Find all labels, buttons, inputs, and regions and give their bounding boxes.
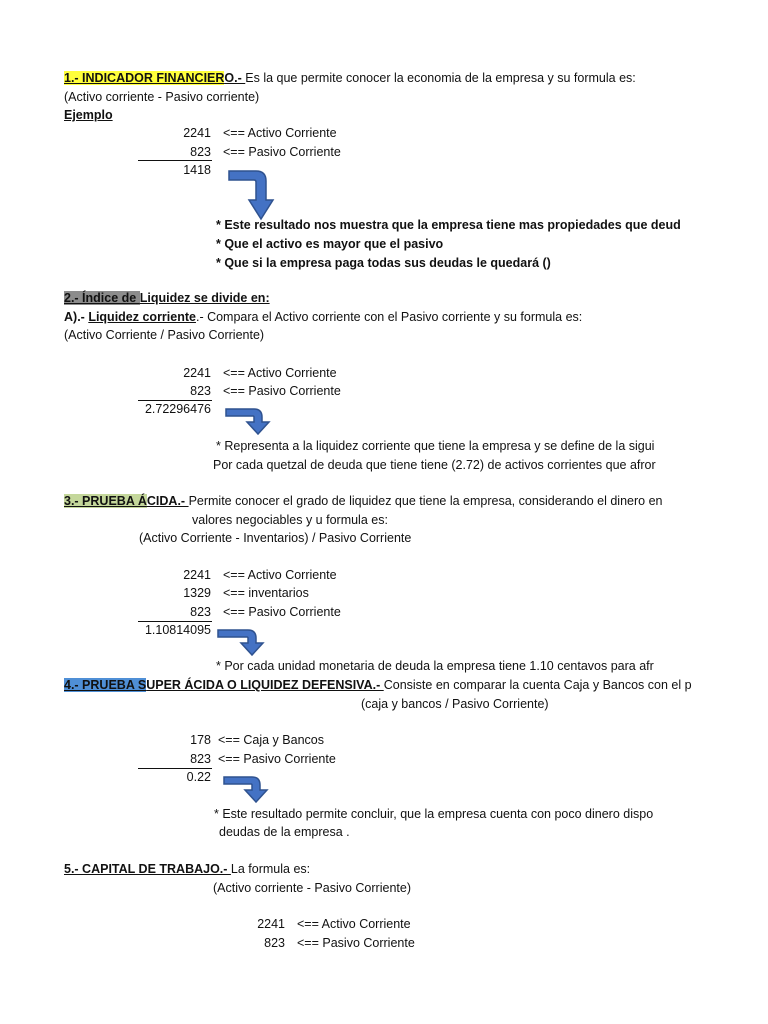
s2-pasivo-value: 823 [190, 384, 211, 398]
s2-activo-label: <== Activo Corriente [223, 366, 337, 380]
section4-title [64, 678, 692, 693]
s4-down-arrow-icon [222, 774, 272, 804]
s2-note-1: * Representa a la liquidez corriente que tiene la empresa y se define de la sigui [216, 439, 655, 453]
section1-formula: (Activo corriente - Pasivo corriente) [64, 90, 260, 104]
section2-subtitle [64, 310, 582, 325]
s3-down-arrow-icon [216, 627, 268, 657]
section5-title-text: 5.- CAPITAL DE TRABAJO.- [64, 862, 231, 876]
s1-down-arrow-icon [226, 168, 276, 222]
s5-pasivo-label: <== Pasivo Corriente [297, 936, 415, 950]
section3-title [64, 494, 662, 509]
s4-div-rule [138, 768, 212, 769]
s3-activo-value: 2241 [183, 568, 211, 582]
s3-pasivo-label: <== Pasivo Corriente [223, 605, 341, 619]
s2-note-2: Por cada quetzal de deuda que tiene tiene (2.72) de activos corrientes que afror [213, 458, 656, 472]
section5-formula: (Activo corriente - Pasivo Corriente) [213, 881, 411, 895]
s4-caja-value: 178 [190, 733, 211, 747]
s1-activo-label: <== Activo Corriente [223, 126, 337, 140]
section4-title-rest: UPER ÁCIDA O LIQUIDEZ DEFENSIVA.- [146, 678, 384, 692]
s1-note-1: * Este resultado nos muestra que la empresa tiene mas propiedades que deud [216, 218, 681, 232]
section2-title-rest: Liquidez se divide en: [139, 291, 270, 305]
s2-result: 2.72296476 [144, 402, 211, 416]
s2-div-rule [138, 400, 212, 401]
s1-sum-rule [138, 160, 212, 161]
s3-note-1: * Por cada unidad monetaria de deuda la empresa tiene 1.10 centavos para afr [216, 659, 654, 673]
s3-pasivo-value: 823 [190, 605, 211, 619]
s3-div-rule [138, 621, 212, 622]
s2-activo-value: 2241 [183, 366, 211, 380]
section2-title-highlight: 2.- Índice de [64, 291, 140, 305]
s3-activo-label: <== Activo Corriente [223, 568, 337, 582]
section2-title [64, 291, 270, 306]
s1-pasivo-label: <== Pasivo Corriente [223, 145, 341, 159]
section3-title-rest: CIDA.- [146, 494, 189, 508]
section1-title-rest: O.- [224, 71, 246, 85]
subsection-label: Liquidez corriente [88, 310, 196, 324]
s4-pasivo-value: 823 [190, 752, 211, 766]
s1-note-3: * Que si la empresa paga todas sus deudas le quedará () [216, 256, 551, 270]
s2-down-arrow-icon [224, 406, 274, 436]
example-label: Ejemplo [64, 108, 113, 122]
section1-title [64, 71, 636, 86]
section5-title [64, 862, 310, 877]
s5-pasivo-value: 823 [264, 936, 285, 950]
s1-activo-value: 2241 [183, 126, 211, 140]
s3-inventarios-label: <== inventarios [223, 586, 309, 600]
section2-formula: (Activo Corriente / Pasivo Corriente) [64, 328, 265, 342]
section1-description: Es la que permite conocer la economia de la empresa y su formula es: [245, 71, 636, 85]
section4-formula: (caja y bancos / Pasivo Corriente) [361, 697, 549, 711]
s3-inventarios-value: 1329 [183, 586, 211, 600]
section3-formula: (Activo Corriente - Inventarios) / Pasivo Corriente [139, 531, 412, 545]
s4-pasivo-label: <== Pasivo Corriente [218, 752, 336, 766]
section4-description: Consiste en comparar la cuenta Caja y Bancos con el p [383, 678, 692, 692]
s1-result: 1418 [183, 163, 211, 177]
section3-title-highlight: 3.- PRUEBA Á [64, 494, 147, 508]
subsection-prefix: A).- [64, 310, 89, 324]
s1-pasivo-value: 823 [190, 145, 211, 159]
s5-activo-label: <== Activo Corriente [297, 917, 411, 931]
s2-pasivo-label: <== Pasivo Corriente [223, 384, 341, 398]
subsection-description: .- Compara el Activo corriente con el Pasivo corriente y su formula es: [195, 310, 583, 324]
section3-description: Permite conocer el grado de liquidez que tiene la empresa, considerando el dinero en [188, 494, 663, 508]
s3-result: 1.10814095 [144, 623, 211, 637]
s4-note-1: * Este resultado permite concluir, que la empresa cuenta con poco dinero dispo [214, 807, 654, 821]
s4-result: 0.22 [186, 770, 211, 784]
s1-note-2: * Que el activo es mayor que el pasivo [216, 237, 444, 251]
s4-caja-label: <== Caja y Bancos [218, 733, 324, 747]
s4-note-2: deudas de la empresa . [219, 825, 350, 839]
section1-title-highlight: 1.- INDICADOR FINANCIER [64, 71, 225, 85]
s5-activo-value: 2241 [257, 917, 285, 931]
section3-description-2: valores negociables y u formula es: [192, 513, 388, 527]
section5-description: La formula es: [230, 862, 311, 876]
section4-title-highlight: 4.- PRUEBA S [64, 678, 147, 692]
